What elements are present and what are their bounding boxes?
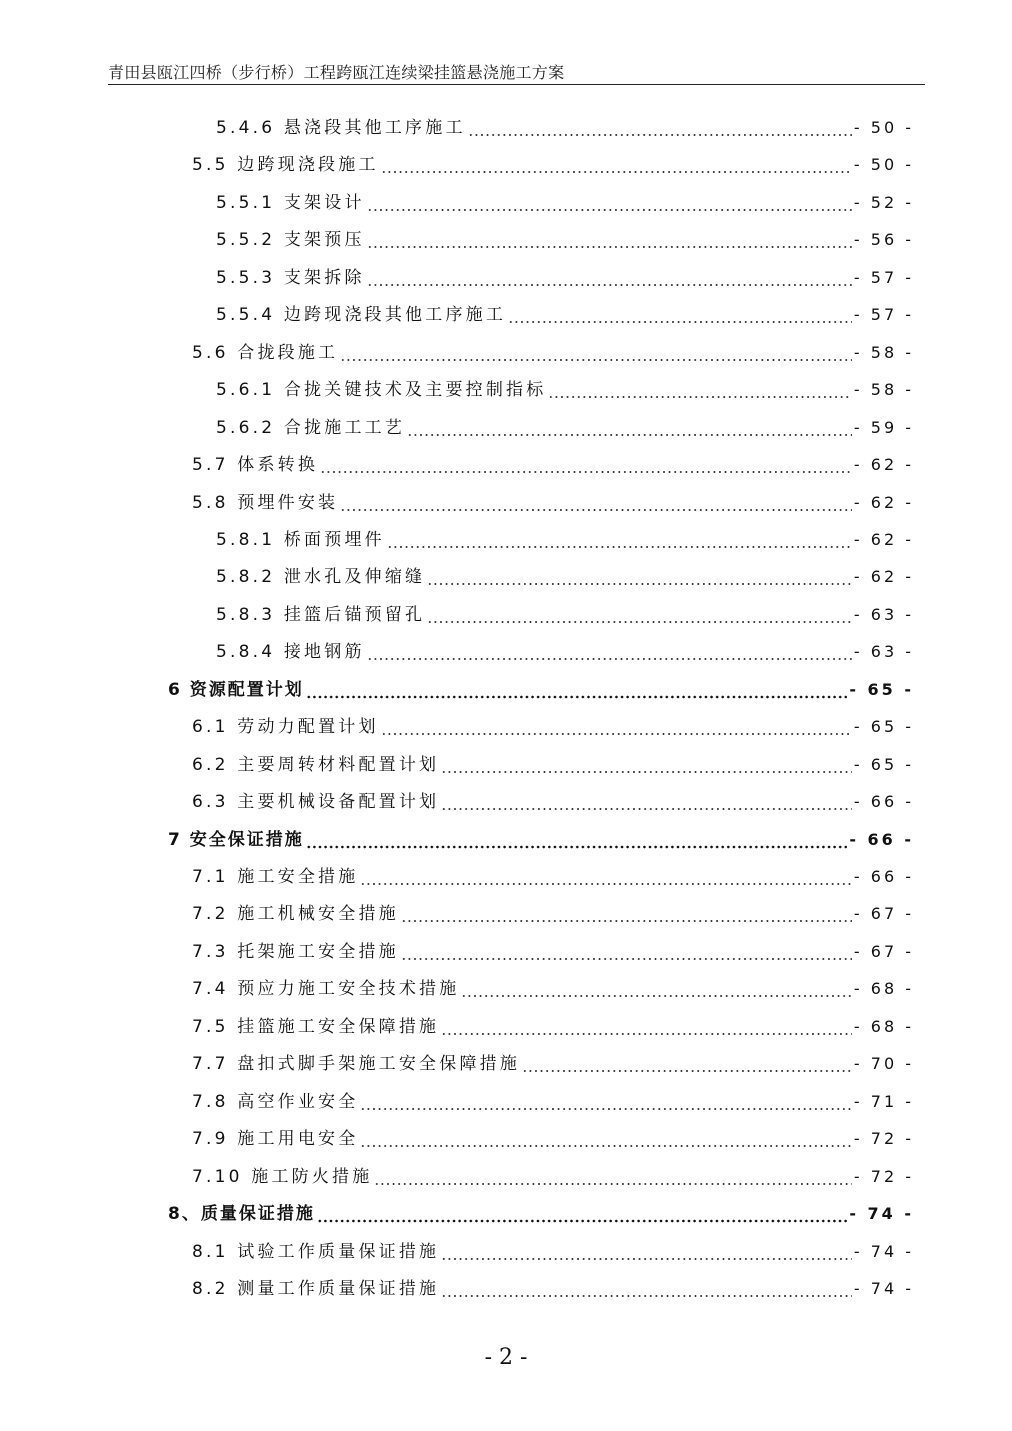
toc-dot-leader (306, 679, 848, 701)
toc-dot-leader (381, 716, 852, 738)
toc-entry-page: - 62 - (853, 455, 914, 474)
toc-dot-leader (360, 866, 851, 888)
toc-entry[interactable] (192, 1278, 914, 1300)
toc-dot-leader (468, 117, 852, 139)
toc-entry[interactable] (192, 1016, 914, 1038)
toc-entry[interactable] (192, 791, 914, 813)
toc-dot-leader (427, 566, 852, 588)
toc-dot-leader (306, 829, 848, 851)
toc-entry-title: 7.7 盘扣式脚手架施工安全保障措施 (192, 1054, 521, 1074)
toc-dot-leader (508, 304, 852, 326)
toc-entry[interactable] (216, 304, 914, 326)
toc-dot-leader (441, 1278, 852, 1300)
toc-entry-page: - 67 - (853, 942, 914, 961)
toc-dot-leader (360, 1128, 851, 1150)
toc-dot-leader (401, 941, 852, 963)
toc-entry-title: 5.4.6 悬浇段其他工序施工 (216, 118, 466, 138)
toc-entry-title: 7.10 施工防火措施 (192, 1167, 373, 1187)
toc-entry[interactable] (192, 492, 914, 514)
toc-entry-title: 5.8.2 泄水孔及伸缩缝 (216, 567, 426, 587)
toc-entry-page: - 70 - (853, 1054, 914, 1073)
toc-dot-leader (367, 641, 852, 663)
toc-entry-title: 7.2 施工机械安全措施 (192, 904, 399, 924)
toc-dot-leader (461, 978, 851, 1000)
toc-entry-title: 5.8.1 桥面预埋件 (216, 530, 385, 550)
toc-entry-page: - 58 - (853, 380, 914, 399)
toc-entry-page: - 50 - (853, 118, 914, 137)
toc-entry-page: - 63 - (853, 642, 914, 661)
toc-entry-title: 8.2 测量工作质量保证措施 (192, 1279, 440, 1299)
toc-entry[interactable] (192, 754, 914, 776)
toc-entry-title: 7.4 预应力施工安全技术措施 (192, 979, 460, 999)
toc-dot-leader (320, 454, 852, 476)
toc-entry-title: 8、质量保证措施 (168, 1204, 315, 1224)
toc-entry[interactable] (216, 529, 914, 551)
toc-dot-leader (367, 192, 852, 214)
toc-entry-title: 5.5.2 支架预压 (216, 230, 365, 250)
toc-entry-page: - 50 - (853, 155, 914, 174)
toc-dot-leader (381, 154, 852, 176)
toc-entry[interactable] (192, 978, 914, 1000)
toc-entry-page: - 65 - (853, 755, 914, 774)
toc-entry-title: 5.6.2 合拢施工工艺 (216, 418, 406, 438)
toc-dot-leader (317, 1203, 847, 1225)
toc-entry-title: 8.1 试验工作质量保证措施 (192, 1242, 440, 1262)
toc-dot-leader (522, 1053, 852, 1075)
toc-dot-leader (441, 1016, 852, 1038)
toc-entry[interactable] (192, 1091, 914, 1113)
toc-dot-leader (427, 604, 852, 626)
toc-entry-page: - 57 - (853, 268, 914, 287)
toc-entry-title: 7.1 施工安全措施 (192, 867, 359, 887)
toc-entry-title: 7.8 高空作业安全 (192, 1092, 359, 1112)
toc-entry-page: - 62 - (853, 567, 914, 586)
toc-entry-title: 7.3 托架施工安全措施 (192, 942, 399, 962)
toc-entry-page: - 63 - (853, 605, 914, 624)
toc-dot-leader (374, 1166, 851, 1188)
toc-entry-title: 5.8 预埋件安装 (192, 493, 339, 513)
toc-dot-leader (360, 1091, 851, 1113)
toc-dot-leader (340, 492, 852, 514)
toc-entry-page: - 65 - (853, 717, 914, 736)
toc-entry-page: - 66 - (849, 830, 914, 849)
toc-entry-page: - 72 - (853, 1167, 914, 1186)
toc-entry[interactable] (216, 566, 914, 588)
toc-entry-page: - 65 - (849, 680, 914, 699)
toc-entry-page: - 57 - (853, 305, 914, 324)
toc-entry-title: 6.3 主要机械设备配置计划 (192, 792, 440, 812)
toc-entry-title: 5.5 边跨现浇段施工 (192, 155, 379, 175)
toc-entry[interactable] (192, 1241, 914, 1263)
toc-entry-title: 6.2 主要周转材料配置计划 (192, 755, 440, 775)
toc-dot-leader (401, 903, 852, 925)
toc-entry-title: 5.6 合拢段施工 (192, 343, 339, 363)
toc-entry[interactable] (192, 903, 914, 925)
toc-entry[interactable] (192, 342, 914, 364)
toc-entry[interactable] (192, 154, 914, 176)
toc-entry-page: - 67 - (853, 904, 914, 923)
toc-entry[interactable] (216, 229, 914, 251)
toc-entry-title: 5.8.4 接地钢筋 (216, 642, 365, 662)
toc-entry[interactable] (192, 866, 914, 888)
toc-entry-title: 5.7 体系转换 (192, 455, 319, 475)
toc-entry-page: - 72 - (853, 1129, 914, 1148)
toc-entry[interactable] (192, 454, 914, 476)
toc-entry-page: - 66 - (853, 792, 914, 811)
toc-entry[interactable] (192, 716, 914, 738)
running-header: 青田县瓯江四桥（步行桥）工程跨瓯江连续梁挂篮悬浇施工方案 (108, 63, 565, 82)
toc-entry-title: 7.5 挂篮施工安全保障措施 (192, 1017, 440, 1037)
toc-entry-page: - 71 - (853, 1092, 914, 1111)
toc-entry[interactable] (192, 1128, 914, 1150)
toc-entry[interactable] (192, 1053, 914, 1075)
toc-entry-title: 5.5.1 支架设计 (216, 193, 365, 213)
toc-dot-leader (407, 417, 852, 439)
toc-entry[interactable] (216, 379, 914, 401)
toc-dot-leader (441, 791, 852, 813)
toc-entry-title: 5.5.4 边跨现浇段其他工序施工 (216, 305, 507, 325)
toc-entry[interactable] (216, 192, 914, 214)
page-number: - 2 - (484, 1345, 528, 1370)
toc-chapter-entry[interactable] (168, 829, 914, 851)
toc-entry-title: 5.8.3 挂篮后锚预留孔 (216, 605, 426, 625)
toc-dot-leader (441, 1241, 852, 1263)
toc-entry-page: - 56 - (853, 230, 914, 249)
toc-entry[interactable] (192, 941, 914, 963)
toc-entry-page: - 66 - (853, 867, 914, 886)
toc-chapter-entry[interactable] (168, 1203, 914, 1225)
toc-entry-page: - 68 - (853, 1017, 914, 1036)
toc-entry-title: 5.5.3 支架拆除 (216, 268, 365, 288)
toc-entry-page: - 62 - (853, 530, 914, 549)
toc-dot-leader (367, 267, 852, 289)
toc-entry[interactable] (216, 641, 914, 663)
toc-entry-title: 6.1 劳动力配置计划 (192, 717, 379, 737)
toc-entry-page: - 59 - (853, 418, 914, 437)
toc-dot-leader (367, 229, 852, 251)
toc-entry-page: - 74 - (853, 1242, 914, 1261)
toc-entry-title: 7.9 施工用电安全 (192, 1129, 359, 1149)
toc-entry-title: 7 安全保证措施 (168, 830, 304, 850)
toc-dot-leader (340, 342, 852, 364)
toc-entry-page: - 58 - (853, 343, 914, 362)
toc-entry-page: - 74 - (853, 1279, 914, 1298)
toc-dot-leader (441, 754, 852, 776)
toc-dot-leader (548, 379, 851, 401)
toc-entry-page: - 62 - (853, 493, 914, 512)
toc-entry-page: - 68 - (853, 979, 914, 998)
toc-entry-page: - 52 - (853, 193, 914, 212)
toc-entry[interactable] (216, 604, 914, 626)
toc-chapter-entry[interactable] (168, 679, 914, 701)
toc-entry[interactable] (216, 417, 914, 439)
toc-dot-leader (387, 529, 852, 551)
toc-entry[interactable] (216, 117, 914, 139)
toc-entry-title: 6 资源配置计划 (168, 680, 304, 700)
toc-entry-page: - 74 - (849, 1204, 914, 1223)
toc-entry[interactable] (216, 267, 914, 289)
toc-entry-title: 5.6.1 合拢关键技术及主要控制指标 (216, 380, 547, 400)
toc-entry[interactable] (192, 1166, 914, 1188)
